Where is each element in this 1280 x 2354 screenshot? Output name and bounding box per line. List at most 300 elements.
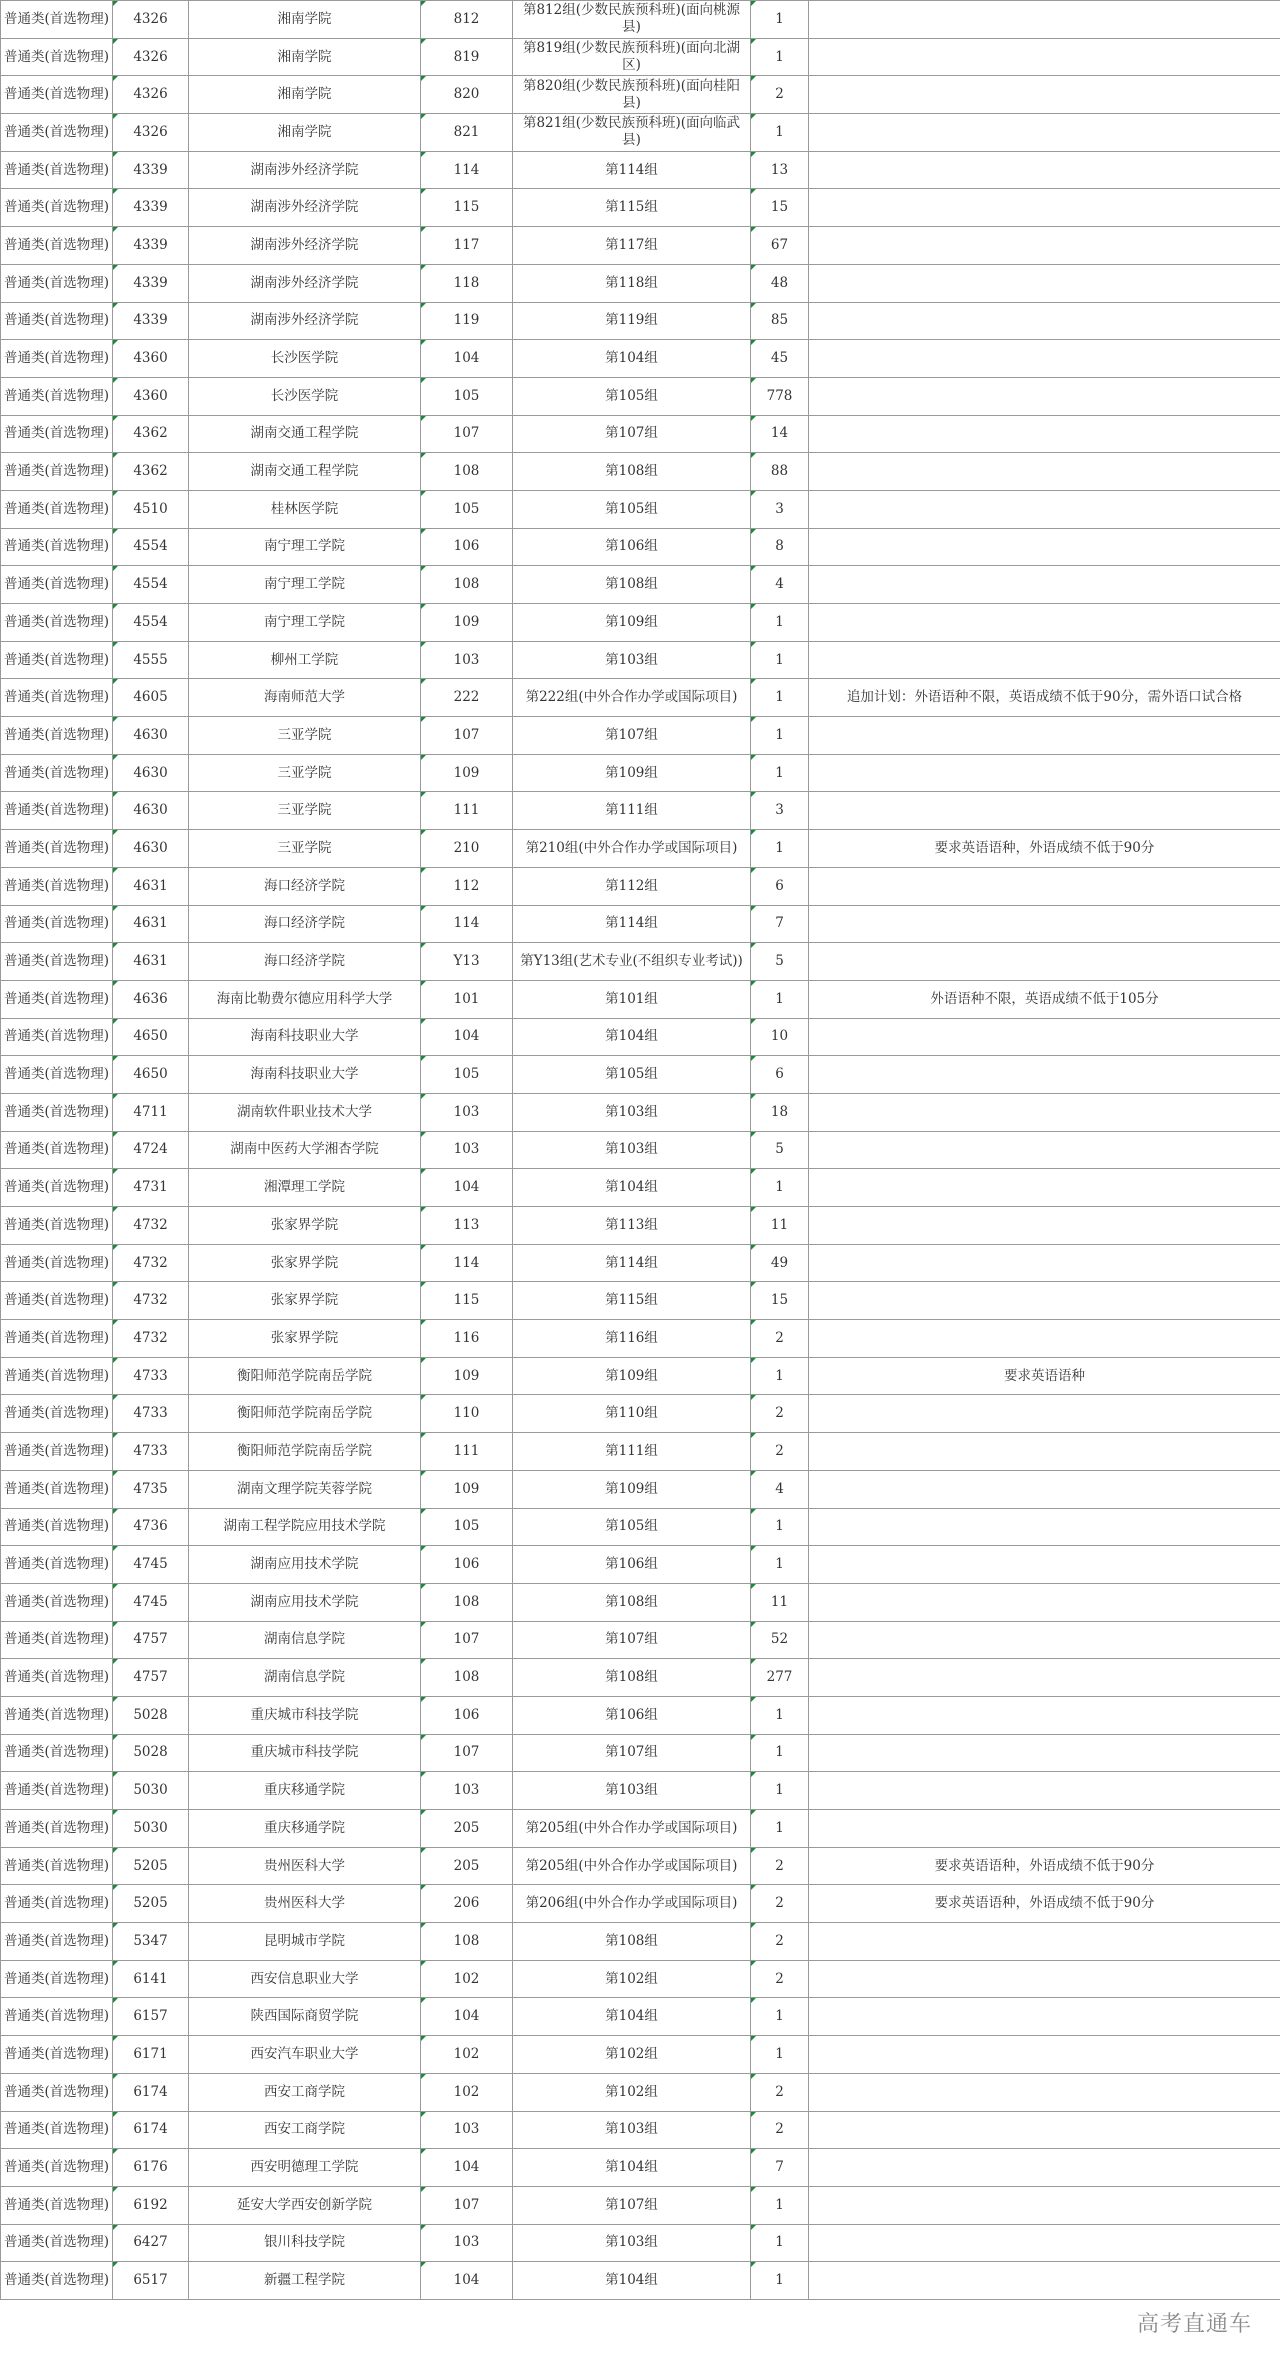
category-cell: 普通类(首选物理) [1,1320,113,1358]
plan-count-cell: 48 [751,264,809,302]
school-code-cell: 4731 [113,1169,189,1207]
table-row [1,2186,1280,2224]
category-cell: 普通类(首选物理) [1,1998,113,2036]
plan-count-cell: 45 [751,340,809,378]
table-row [1,1207,1280,1245]
category-cell: 普通类(首选物理) [1,2111,113,2149]
group-name-cell: 第103组 [513,1093,751,1131]
plan-count-cell: 5 [751,943,809,981]
category-cell: 普通类(首选物理) [1,1244,113,1282]
group-code-cell: 107 [421,1734,513,1772]
group-name-cell: 第104组 [513,1018,751,1056]
group-code-cell: 102 [421,2073,513,2111]
school-code-cell: 4360 [113,340,189,378]
plan-count-cell: 1 [751,980,809,1018]
school-name-cell: 海口经济学院 [189,943,421,981]
group-code-cell: 104 [421,2262,513,2300]
group-name-cell: 第109组 [513,754,751,792]
school-name-cell: 柳州工学院 [189,641,421,679]
group-name-cell: 第107组 [513,415,751,453]
school-code-cell: 4650 [113,1056,189,1094]
school-code-cell: 5205 [113,1885,189,1923]
group-code-cell: 102 [421,2036,513,2074]
group-code-cell: 119 [421,302,513,340]
group-code-cell: 206 [421,1885,513,1923]
table-row [1,2073,1280,2111]
remark-cell [809,2224,1280,2262]
group-code-cell: 114 [421,1244,513,1282]
group-code-cell: 107 [421,2186,513,2224]
group-name-cell: 第104组 [513,1998,751,2036]
table-row [1,1772,1280,1810]
group-code-cell: 107 [421,415,513,453]
group-name-cell: 第819组(少数民族预科班)(面向北湖区) [513,38,751,76]
table-row [1,415,1280,453]
school-name-cell: 衡阳师范学院南岳学院 [189,1357,421,1395]
table-body [1,1,1280,2300]
group-name-cell: 第103组 [513,641,751,679]
remark-cell [809,1923,1280,1961]
table-row [1,227,1280,265]
group-code-cell: 104 [421,1169,513,1207]
table-row [1,980,1280,1018]
group-name-cell: 第115组 [513,189,751,227]
group-code-cell: 105 [421,1056,513,1094]
group-name-cell: 第205组(中外合作办学或国际项目) [513,1810,751,1848]
school-code-cell: 4732 [113,1244,189,1282]
group-name-cell: 第107组 [513,1734,751,1772]
group-name-cell: 第104组 [513,2149,751,2187]
plan-count-cell: 2 [751,2073,809,2111]
table-row [1,2262,1280,2300]
group-name-cell: 第108组 [513,453,751,491]
group-code-cell: 115 [421,189,513,227]
plan-count-cell: 3 [751,490,809,528]
category-cell: 普通类(首选物理) [1,1696,113,1734]
group-code-cell: 205 [421,1847,513,1885]
plan-count-cell: 2 [751,1960,809,1998]
remark-cell [809,1998,1280,2036]
category-cell: 普通类(首选物理) [1,1,113,39]
school-code-cell: 4736 [113,1508,189,1546]
plan-count-cell: 4 [751,1470,809,1508]
school-code-cell: 4630 [113,754,189,792]
group-name-cell: 第222组(中外合作办学或国际项目) [513,679,751,717]
school-name-cell: 湘南学院 [189,76,421,114]
category-cell: 普通类(首选物理) [1,1207,113,1245]
table-row [1,1357,1280,1395]
school-name-cell: 湘南学院 [189,114,421,152]
school-name-cell: 湖南交通工程学院 [189,453,421,491]
table-row [1,453,1280,491]
table-row [1,76,1280,114]
group-name-cell: 第103组 [513,2111,751,2149]
plan-count-cell: 6 [751,867,809,905]
group-code-cell: 102 [421,1960,513,1998]
remark-cell [809,1093,1280,1131]
table-row [1,1282,1280,1320]
group-name-cell: 第114组 [513,151,751,189]
plan-count-cell: 15 [751,1282,809,1320]
category-cell: 普通类(首选物理) [1,114,113,152]
table-row [1,754,1280,792]
school-code-cell: 4757 [113,1621,189,1659]
table-row [1,1056,1280,1094]
remark-cell [809,302,1280,340]
table-row [1,189,1280,227]
school-code-cell: 6176 [113,2149,189,2187]
group-code-cell: 115 [421,1282,513,1320]
plan-count-cell: 277 [751,1659,809,1697]
category-cell: 普通类(首选物理) [1,453,113,491]
remark-cell [809,1244,1280,1282]
group-code-cell: 105 [421,1508,513,1546]
group-name-cell: 第102组 [513,2073,751,2111]
table-row [1,1433,1280,1471]
remark-cell [809,1169,1280,1207]
group-code-cell: 210 [421,830,513,868]
school-name-cell: 湖南涉外经济学院 [189,189,421,227]
group-name-cell: 第109组 [513,1357,751,1395]
category-cell: 普通类(首选物理) [1,1018,113,1056]
group-name-cell: 第111组 [513,1433,751,1471]
plan-count-cell: 1 [751,1734,809,1772]
category-cell: 普通类(首选物理) [1,1357,113,1395]
plan-count-cell: 52 [751,1621,809,1659]
table-row [1,1734,1280,1772]
school-code-cell: 4631 [113,943,189,981]
school-name-cell: 重庆移通学院 [189,1772,421,1810]
plan-count-cell: 1 [751,1998,809,2036]
group-code-cell: 112 [421,867,513,905]
school-code-cell: 4339 [113,264,189,302]
school-code-cell: 4724 [113,1131,189,1169]
plan-count-cell: 1 [751,114,809,152]
plan-count-cell: 2 [751,1395,809,1433]
remark-cell [809,2036,1280,2074]
school-name-cell: 新疆工程学院 [189,2262,421,2300]
plan-count-cell: 1 [751,717,809,755]
remark-cell [809,566,1280,604]
category-cell: 普通类(首选物理) [1,1433,113,1471]
school-code-cell: 4631 [113,905,189,943]
group-code-cell: 103 [421,1093,513,1131]
remark-cell [809,1131,1280,1169]
category-cell: 普通类(首选物理) [1,905,113,943]
school-name-cell: 海南科技职业大学 [189,1056,421,1094]
plan-count-cell: 1 [751,2036,809,2074]
category-cell: 普通类(首选物理) [1,1810,113,1848]
category-cell: 普通类(首选物理) [1,189,113,227]
group-name-cell: 第105组 [513,490,751,528]
school-code-cell: 4554 [113,566,189,604]
group-name-cell: 第117组 [513,227,751,265]
remark-cell [809,2262,1280,2300]
group-code-cell: 113 [421,1207,513,1245]
group-name-cell: 第106组 [513,528,751,566]
group-name-cell: 第107组 [513,1621,751,1659]
school-code-cell: 6174 [113,2111,189,2149]
table-row [1,1923,1280,1961]
remark-cell [809,867,1280,905]
school-name-cell: 长沙医学院 [189,340,421,378]
school-code-cell: 4733 [113,1357,189,1395]
table-row [1,264,1280,302]
group-name-cell: 第119组 [513,302,751,340]
table-row [1,943,1280,981]
school-code-cell: 5347 [113,1923,189,1961]
school-name-cell: 重庆城市科技学院 [189,1734,421,1772]
remark-cell [809,604,1280,642]
school-code-cell: 4339 [113,302,189,340]
remark-cell [809,1,1280,39]
school-name-cell: 湖南文理学院芙蓉学院 [189,1470,421,1508]
school-code-cell: 6192 [113,2186,189,2224]
school-name-cell: 张家界学院 [189,1207,421,1245]
remark-cell [809,1696,1280,1734]
table-row [1,1847,1280,1885]
category-cell: 普通类(首选物理) [1,151,113,189]
school-name-cell: 张家界学院 [189,1244,421,1282]
table-row [1,641,1280,679]
school-code-cell: 4605 [113,679,189,717]
category-cell: 普通类(首选物理) [1,377,113,415]
school-name-cell: 西安信息职业大学 [189,1960,421,1998]
school-code-cell: 4745 [113,1546,189,1584]
group-name-cell: 第105组 [513,1508,751,1546]
remark-cell [809,528,1280,566]
school-code-cell: 6141 [113,1960,189,1998]
group-code-cell: 118 [421,264,513,302]
group-name-cell: 第104组 [513,2262,751,2300]
plan-count-cell: 18 [751,1093,809,1131]
school-name-cell: 湖南中医药大学湘杏学院 [189,1131,421,1169]
school-name-cell: 陕西国际商贸学院 [189,1998,421,2036]
school-code-cell: 4339 [113,189,189,227]
group-code-cell: 108 [421,566,513,604]
plan-count-cell: 1 [751,1357,809,1395]
school-name-cell: 三亚学院 [189,792,421,830]
school-code-cell: 6427 [113,2224,189,2262]
group-name-cell: 第111组 [513,792,751,830]
school-code-cell: 4554 [113,528,189,566]
remark-cell [809,792,1280,830]
group-code-cell: 109 [421,1470,513,1508]
school-name-cell: 延安大学西安创新学院 [189,2186,421,2224]
table-row [1,717,1280,755]
group-code-cell: 106 [421,528,513,566]
table-row [1,830,1280,868]
school-name-cell: 湘潭理工学院 [189,1169,421,1207]
category-cell: 普通类(首选物理) [1,1546,113,1584]
plan-count-cell: 67 [751,227,809,265]
group-name-cell: 第112组 [513,867,751,905]
school-name-cell: 湖南涉外经济学院 [189,151,421,189]
group-name-cell: 第206组(中外合作办学或国际项目) [513,1885,751,1923]
group-code-cell: 103 [421,1772,513,1810]
school-code-cell: 4733 [113,1395,189,1433]
school-code-cell: 4339 [113,151,189,189]
school-name-cell: 三亚学院 [189,717,421,755]
school-code-cell: 4732 [113,1207,189,1245]
category-cell: 普通类(首选物理) [1,1772,113,1810]
group-code-cell: 103 [421,641,513,679]
table-row [1,2036,1280,2074]
category-cell: 普通类(首选物理) [1,2149,113,2187]
category-cell: 普通类(首选物理) [1,830,113,868]
school-name-cell: 海南比勒费尔德应用科学大学 [189,980,421,1018]
group-name-cell: 第104组 [513,340,751,378]
school-code-cell: 4630 [113,830,189,868]
remark-cell [809,2073,1280,2111]
plan-count-cell: 85 [751,302,809,340]
group-code-cell: 107 [421,1621,513,1659]
group-code-cell: 117 [421,227,513,265]
group-code-cell: 108 [421,1583,513,1621]
school-code-cell: 5030 [113,1772,189,1810]
category-cell: 普通类(首选物理) [1,754,113,792]
group-code-cell: 109 [421,1357,513,1395]
remark-cell: 外语语种不限，英语成绩不低于105分 [809,980,1280,1018]
school-name-cell: 湘南学院 [189,1,421,39]
remark-cell [809,415,1280,453]
table-row [1,1546,1280,1584]
group-name-cell: 第107组 [513,2186,751,2224]
table-row [1,1,1280,39]
plan-count-cell: 11 [751,1207,809,1245]
category-cell: 普通类(首选物理) [1,528,113,566]
school-name-cell: 湖南工程学院应用技术学院 [189,1508,421,1546]
remark-cell [809,189,1280,227]
school-code-cell: 4711 [113,1093,189,1131]
remark-cell [809,1960,1280,1998]
school-name-cell: 重庆城市科技学院 [189,1696,421,1734]
category-cell: 普通类(首选物理) [1,1056,113,1094]
school-name-cell: 张家界学院 [189,1320,421,1358]
group-name-cell: 第821组(少数民族预科班)(面向临武县) [513,114,751,152]
group-code-cell: 820 [421,76,513,114]
group-name-cell: 第104组 [513,1169,751,1207]
table-row [1,2224,1280,2262]
school-name-cell: 长沙医学院 [189,377,421,415]
plan-count-cell: 15 [751,189,809,227]
category-cell: 普通类(首选物理) [1,792,113,830]
group-code-cell: 108 [421,453,513,491]
category-cell: 普通类(首选物理) [1,1131,113,1169]
table-row [1,604,1280,642]
category-cell: 普通类(首选物理) [1,641,113,679]
school-name-cell: 三亚学院 [189,754,421,792]
group-name-cell: 第110组 [513,1395,751,1433]
table-row [1,340,1280,378]
remark-cell [809,1583,1280,1621]
category-cell: 普通类(首选物理) [1,980,113,1018]
table-row [1,1960,1280,1998]
school-name-cell: 南宁理工学院 [189,604,421,642]
remark-cell: 要求英语语种，外语成绩不低于90分 [809,830,1280,868]
category-cell: 普通类(首选物理) [1,2262,113,2300]
school-code-cell: 4339 [113,227,189,265]
plan-count-cell: 1 [751,2224,809,2262]
school-name-cell: 桂林医学院 [189,490,421,528]
group-code-cell: 106 [421,1546,513,1584]
group-name-cell: 第108组 [513,1583,751,1621]
group-code-cell: 104 [421,1018,513,1056]
school-name-cell: 张家界学院 [189,1282,421,1320]
table-row [1,1508,1280,1546]
group-code-cell: 821 [421,114,513,152]
category-cell: 普通类(首选物理) [1,1960,113,1998]
group-code-cell: 109 [421,604,513,642]
remark-cell [809,1207,1280,1245]
school-code-cell: 4326 [113,76,189,114]
remark-cell [809,490,1280,528]
remark-cell [809,1772,1280,1810]
remark-cell: 要求英语语种，外语成绩不低于90分 [809,1847,1280,1885]
category-cell: 普通类(首选物理) [1,679,113,717]
plan-count-cell: 1 [751,641,809,679]
remark-cell [809,1433,1280,1471]
table-row [1,1998,1280,2036]
school-code-cell: 6174 [113,2073,189,2111]
table-row [1,1131,1280,1169]
group-name-cell: 第205组(中外合作办学或国际项目) [513,1847,751,1885]
group-code-cell: 105 [421,377,513,415]
plan-count-cell: 11 [751,1583,809,1621]
plan-count-cell: 778 [751,377,809,415]
school-code-cell: 4555 [113,641,189,679]
school-code-cell: 4630 [113,792,189,830]
remark-cell [809,1470,1280,1508]
group-name-cell: 第Y13组(艺术专业(不组织专业考试)) [513,943,751,981]
plan-count-cell: 1 [751,830,809,868]
table-row [1,679,1280,717]
school-name-cell: 海南师范大学 [189,679,421,717]
school-name-cell: 湘南学院 [189,38,421,76]
table-row [1,1659,1280,1697]
group-code-cell: 109 [421,754,513,792]
school-name-cell: 湖南应用技术学院 [189,1583,421,1621]
school-name-cell: 昆明城市学院 [189,1923,421,1961]
table-row [1,1395,1280,1433]
category-cell: 普通类(首选物理) [1,1093,113,1131]
school-name-cell: 湖南交通工程学院 [189,415,421,453]
table-row [1,528,1280,566]
group-name-cell: 第114组 [513,905,751,943]
school-code-cell: 4362 [113,453,189,491]
category-cell: 普通类(首选物理) [1,1470,113,1508]
category-cell: 普通类(首选物理) [1,302,113,340]
category-cell: 普通类(首选物理) [1,76,113,114]
remark-cell [809,1320,1280,1358]
school-code-cell: 4554 [113,604,189,642]
remark-cell [809,340,1280,378]
remark-cell [809,227,1280,265]
remark-cell [809,1395,1280,1433]
category-cell: 普通类(首选物理) [1,717,113,755]
group-name-cell: 第103组 [513,1131,751,1169]
remark-cell [809,1056,1280,1094]
school-code-cell: 4732 [113,1320,189,1358]
school-code-cell: 4326 [113,1,189,39]
remark-cell [809,2149,1280,2187]
remark-cell [809,453,1280,491]
group-code-cell: 812 [421,1,513,39]
remark-cell [809,38,1280,76]
category-cell: 普通类(首选物理) [1,1923,113,1961]
school-name-cell: 贵州医科大学 [189,1885,421,1923]
school-name-cell: 湖南涉外经济学院 [189,227,421,265]
